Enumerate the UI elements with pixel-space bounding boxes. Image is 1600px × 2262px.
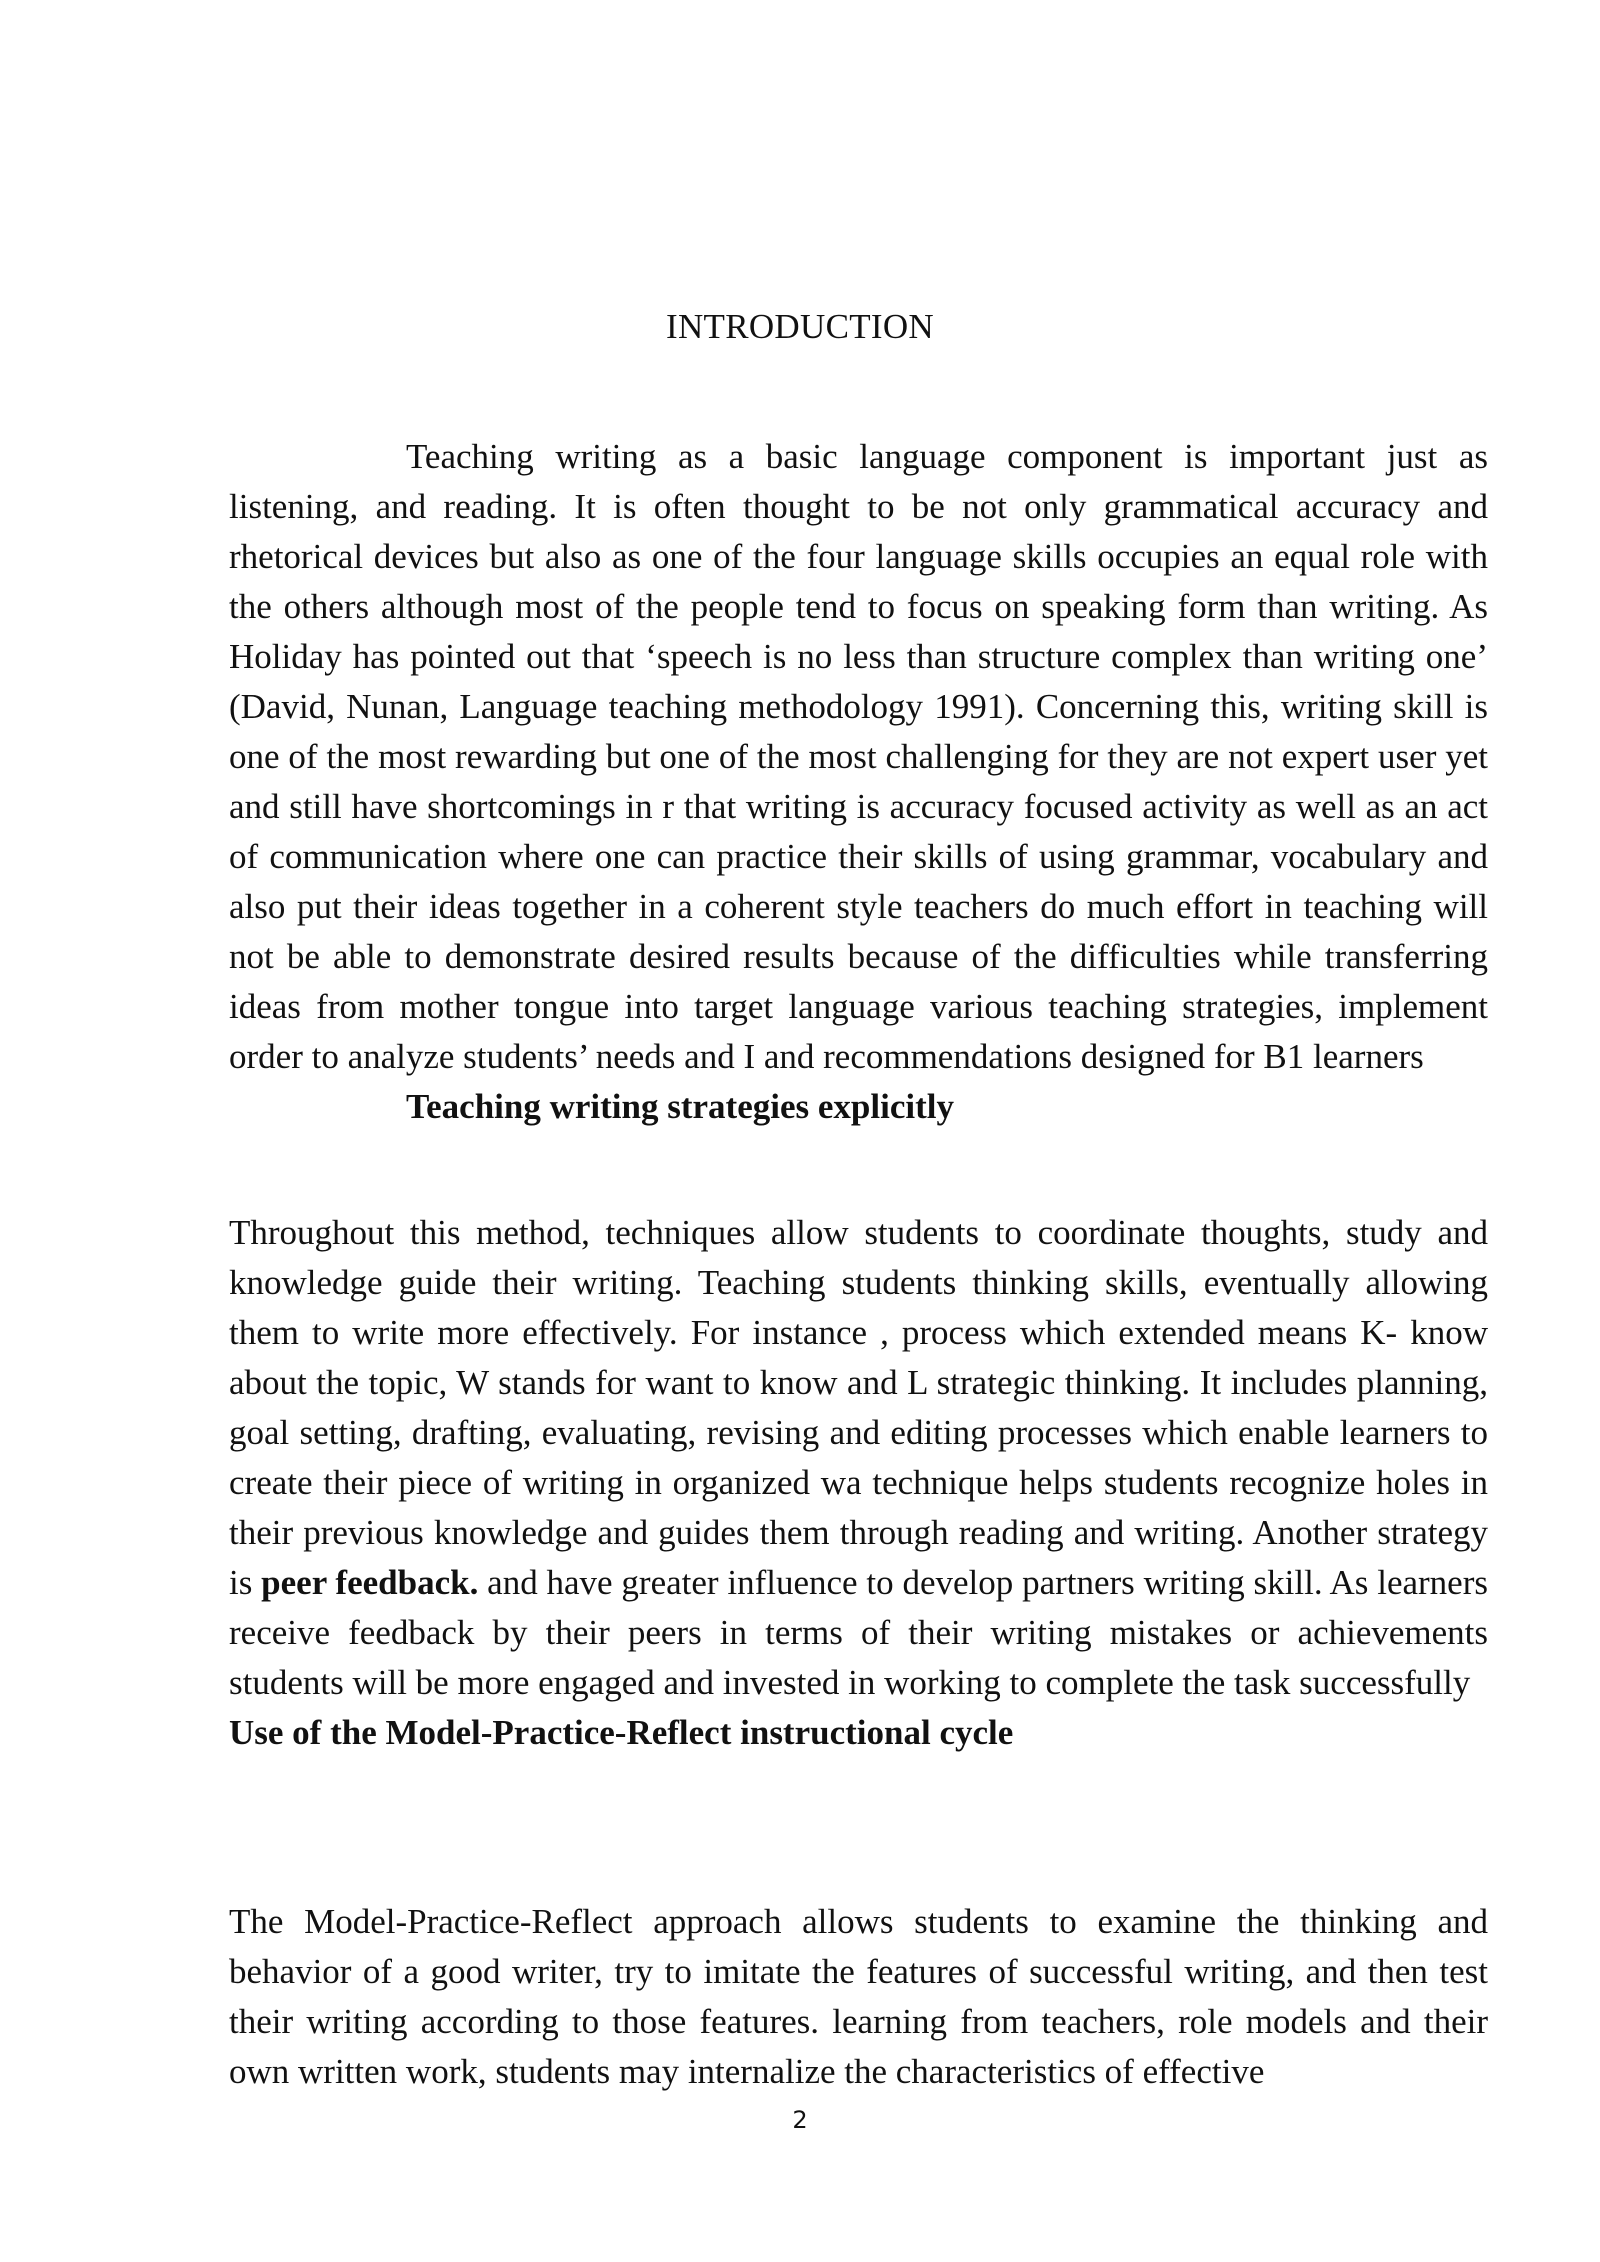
section-heading-model-practice-reflect: Use of the Model-Practice-Reflect instructional cycle: [229, 1713, 1014, 1752]
paragraph-strategies-text-2: and have greater influence to develop partners writing skill. As learners receive feedback by their peers in terms of their writing mistakes or achievements students will be more engaged and invested in working to complete the task successfully: [229, 1563, 1488, 1702]
section-heading-explicit-strategies: Teaching writing strategies explicitly: [406, 1087, 954, 1126]
paragraph-intro-text: Teaching writing as a basic language component is important just as listening, and reading. It is often thought to be not only grammatical accuracy and rhetorical devices but also as one of the four language skills occupies an equal role with the others although most of the people tend to focus on speaking form than writing. As Holiday has pointed out that ‘speech is no less than structure complex than writing one’ (David, Nunan, Language teaching methodology 1991). Concerning this, writing skill is one of the most rewarding but one of the most challenging for they are not expert user yet and still have shortcomings in r that writing is accuracy focused activity as well as an act of communication where one can practice their skills of using grammar, vocabulary and also put their ideas together in a coherent style teachers do much effort in teaching will not be able to demonstrate desired results because of the difficulties while transferring ideas from mother tongue into target language various teaching strategies, implement order to analyze students’ needs and I and recommendations designed for B1 learners: [229, 437, 1488, 1076]
paragraph-strategies: [229, 1208, 1488, 1758]
peer-feedback-term: peer feedback.: [261, 1563, 479, 1602]
page-number: 2: [792, 2106, 808, 2134]
paragraph-model-practice-reflect: The Model-Practice-Reflect approach allows students to examine the thinking and behavior of a good writer, try to imitate the features of successful writing, and then test their writing according to those features. learning from teachers, role models and their own written work, students may internalize the characteristics of effective: [229, 1902, 1488, 2091]
paragraph-strategies-text-1: Throughout this method, techniques allow students to coordinate thoughts, study and knowledge guide their writing. Teaching students thinking skills, eventually allowing them to write more effectively. For instance , process which extended means K- know about the topic, W stands for want to know and L strategic thinking. It includes planning, goal setting, drafting, evaluating, revising and editing processes which enable learners to create their piece of writing in organized wa technique helps students recognize holes in their previous knowledge and guides them through reading and writing. Another strategy is: [229, 1213, 1488, 1602]
page-title: INTRODUCTION: [665, 307, 934, 346]
paragraph-intro: [229, 432, 1488, 1132]
